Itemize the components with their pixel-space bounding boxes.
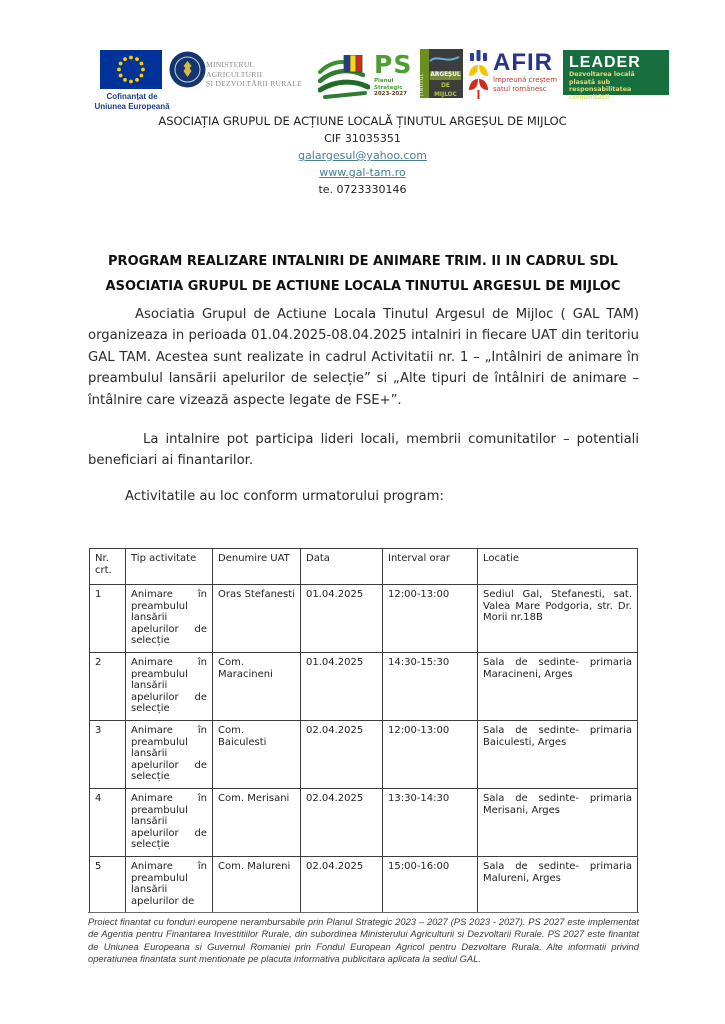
romanian-government-seal-icon [169,51,206,88]
leader-logo [563,50,669,101]
ministry-line2: ȘI DEZVOLTĂRII RURALE [206,79,303,88]
ps-sub-line2: 2023-2027 [374,91,407,97]
title-line2: ASOCIATIA GRUPUL DE ACTIUNE LOCALA TINUTUL ARGESUL DE MIJLOC [105,279,621,294]
leader-name: LEADER [569,54,641,71]
header-tip-activitate: Tip activitate [126,549,213,585]
paragraph-participants: La intalnire pot participa lideri locali, membrii comunitatilor – potentiali beneficiari ai finantarilor. [88,432,639,469]
phone-number: te. 0723330146 [318,183,407,196]
cell-date: 02.04.2025 [301,857,383,913]
cell-interval: 12:00-13:00 [383,585,478,653]
eu-flag-caption [78,92,186,111]
cell-nr: 2 [90,653,126,721]
eu-caption-line2: Uniunea Europeană [94,101,170,111]
afir-logo [468,50,557,100]
afir-tagline-line1: împreună creștem [493,76,558,84]
paragraph-program-lead: Activitatile au loc conform urmatorului program: [125,489,444,504]
cell-tip: Animare în preambulul lansării apelurilor de selecție [126,721,213,789]
cell-uat: Com. Merisani [213,789,301,857]
cell-tip: Animare în preambulul lansării apelurilor de [126,857,213,913]
cell-tip: Animare în preambulul lansării apelurilor de selecție [126,653,213,721]
river-curve-icon [429,51,461,69]
cell-interval: 13:30-14:30 [383,789,478,857]
cell-date: 02.04.2025 [301,721,383,789]
website-link[interactable]: www.gal-tam.ro [319,166,406,179]
cell-locatie: Sala de sedinte- primaria Baiculesti, Arges [478,721,638,789]
cell-interval: 12:00-13:00 [383,721,478,789]
argesul-green-strip [420,49,429,98]
table-row [90,857,638,913]
argesul-band2: DE MIJLOC [434,83,457,98]
paragraph-intro: Asociatia Grupul de Actiune Locala Tinutul Argesul de Mijloc ( GAL TAM) organizeaza in perioada 01.04.2025-08.04.2025 intalniri in fiecare UAT din teritoriu GAL TAM. Acestea sunt realizate in cadrul Activitatii nr. 1 – „Intâlniri de animare în preambulul lansării apelurilor de selecție” si „Alte tipuri de întâlniri de animare –întâlnire care vizează aspecte legate de FSE+”. [88,307,639,408]
email-link[interactable]: galargesul@yahoo.com [298,149,427,162]
cell-nr: 5 [90,857,126,913]
cell-tip: Animare în preambulul lansării apelurilor de selecție [126,789,213,857]
cell-date: 02.04.2025 [301,789,383,857]
leader-sub-line2: responsabilitatea comunității [569,86,632,101]
ps-sub-line1: Planul Strategic [374,78,403,91]
header-data: Data [301,549,383,585]
cell-interval: 15:00-16:00 [383,857,478,913]
afir-text-block [493,50,557,100]
eu-caption-line1: Cofinanțat de [106,92,158,101]
cell-date: 01.04.2025 [301,653,383,721]
schedule-table-wrap [89,548,638,912]
cell-locatie: Sala de sedinte- primaria Malureni, Arges [478,857,638,913]
header-interval-orar: Interval orar [383,549,478,585]
ministry-label [206,60,306,89]
ps-strategic-plan-logo [374,52,414,98]
schedule-table [89,548,638,912]
table-header-row [90,549,638,585]
funding-footer-note: Proiect finantat cu fonduri europene nerambursabile prin Planul Strategic 2023 – 2027 (PS 2023 - 2027). PS 2027 este implementat de Agentia pentru Finantarea Investitiilor Rurale, din subordinea Ministerului Agriculturii si Dezvoltarii Rurale. PS 2027 este finantat de Uniunea Europeana si Guvernul Romaniei prin Fondul European Agricol pentru Dezvoltare Rurala. Alte informatii privind operatiunea finantata sunt mentionate pe placuta informativa publicitara aplicata la sediul GAL. [88,912,639,966]
cell-interval: 14:30-15:30 [383,653,478,721]
cell-nr: 1 [90,585,126,653]
cell-locatie: Sala de sedinte- primaria Merisani, Arges [478,789,638,857]
agriculture-leaf-flag-icon [318,55,370,101]
leader-sub-line1: Dezvoltarea locală plasată sub [569,71,635,86]
organization-name: ASOCIAȚIA GRUPUL DE ACȚIUNE LOCALĂ ȚINUTUL ARGEȘUL DE MIJLOC [158,114,567,128]
ps-initials: PS [374,50,413,79]
cell-uat: Com. Malureni [213,857,301,913]
afir-tagline-line2: satul românesc [493,84,547,93]
argesul-vertical-label: ȚINUTUL [420,72,425,96]
eu-flag-icon [100,50,162,89]
cell-date: 01.04.2025 [301,585,383,653]
header-denumire-uat: Denumire UAT [213,549,301,585]
afir-name: AFIR [493,49,553,76]
ministry-line1: MINISTERUL AGRICULTURII [206,60,263,79]
header-nr-crt: Nr. crt. [90,549,126,585]
logo-strip [0,0,725,115]
cell-uat: Oras Stefanesti [213,585,301,653]
cif-number: CIF 31035351 [324,132,401,145]
table-row [90,721,638,789]
cell-tip: Animare în preambulul lansării apelurilor de selecție [126,585,213,653]
argesul-main-area [429,49,463,98]
cell-locatie: Sala de sedinte- primaria Maracineni, Arges [478,653,638,721]
cell-nr: 3 [90,721,126,789]
table-row [90,653,638,721]
cell-uat: Com. Baiculesti [213,721,301,789]
document-title [88,249,638,299]
cell-nr: 4 [90,789,126,857]
argesul-band1: ARGEȘUL [430,72,461,78]
cell-locatie: Sediul Gal, Stefanesti, sat. Valea Mare Podgoria, str. Dr. Morii nr.18B [478,585,638,653]
table-row [90,789,638,857]
table-row [90,585,638,653]
afir-wheat-icon [468,50,489,100]
contact-header [0,113,725,198]
header-locatie: Locatie [478,549,638,585]
tinutul-argesul-de-mijloc-logo [420,49,463,98]
cell-uat: Com. Maracineni [213,653,301,721]
title-line1: PROGRAM REALIZARE INTALNIRI DE ANIMARE TRIM. II IN CADRUL SDL [108,254,618,269]
